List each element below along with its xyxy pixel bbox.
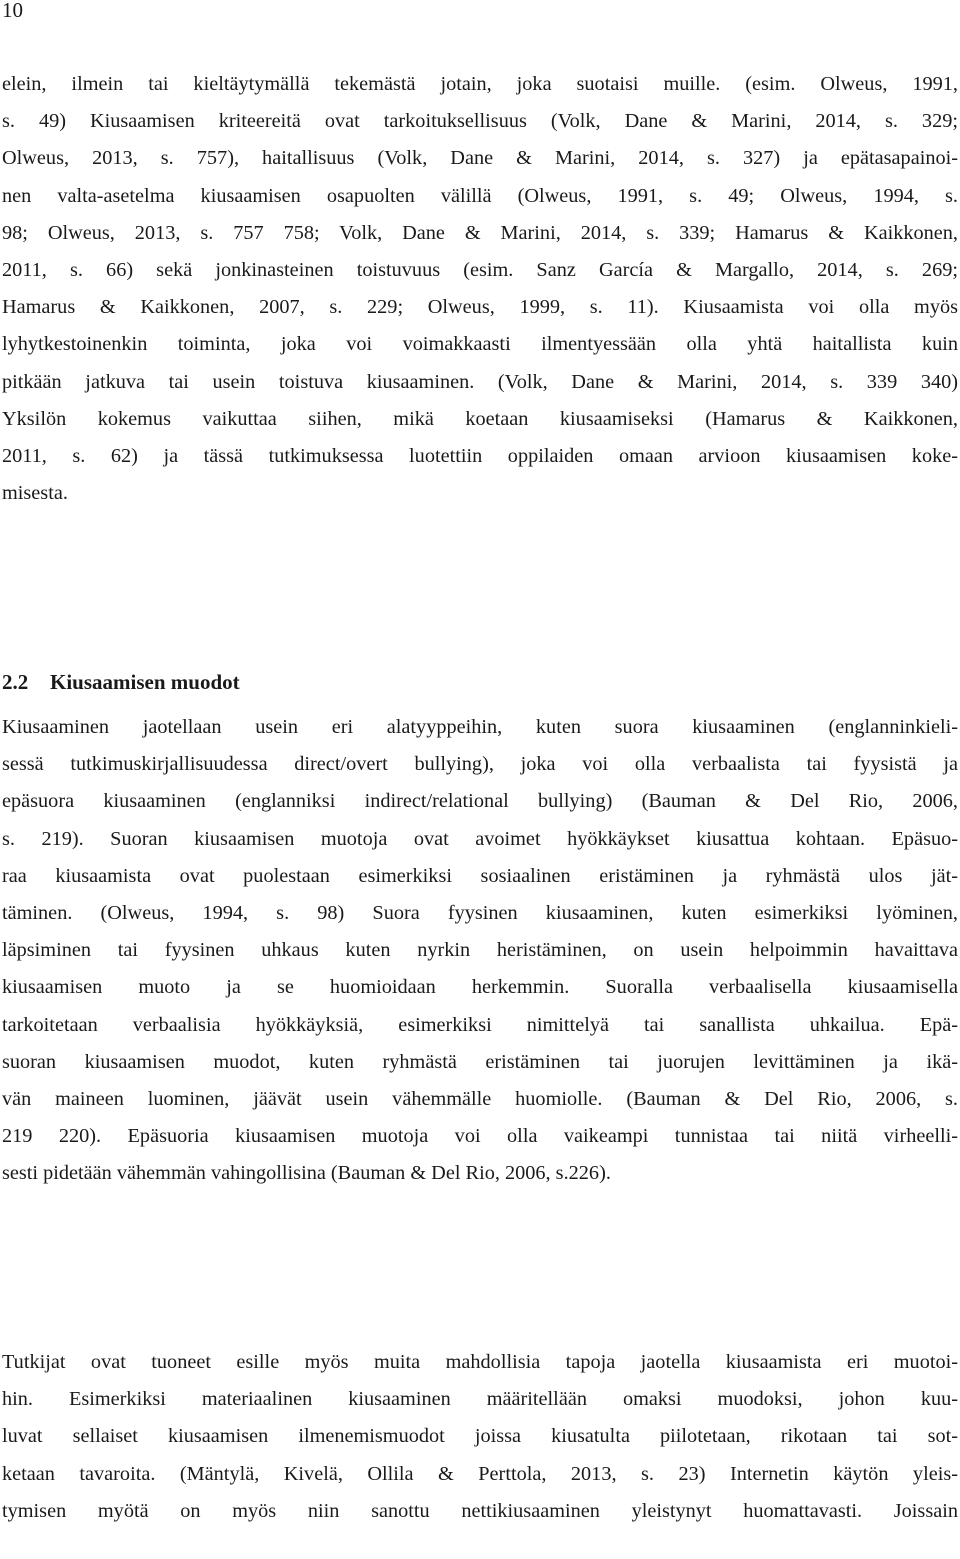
text-line: hin. Esimerkiksi materiaalinen kiusaaminen määritellään omaksi muodoksi, johon kuu- [2,1388,958,1411]
text-line: Olweus, 2013, s. 757), haitallisuus (Volk, Dane & Marini, 2014, s. 327) ja epätasapainoi- [2,147,958,170]
text-line: luvat sellaiset kiusaamisen ilmenemismuodot joissa kiusatulta piilotetaan, rikotaan tai sot- [2,1425,958,1448]
text-line: vän maineen luominen, jäävät usein vähemmälle huomiolle. (Bauman & Del Rio, 2006, s. [2,1087,958,1110]
text-line: täminen. (Olweus, 1994, s. 98) Suora fyysinen kiusaaminen, kuten esimerkiksi lyöminen, [2,901,958,924]
text-line: elein, ilmein tai kieltäytymällä tekemästä jotain, joka suotaisi muille. (esim. Olweus, 1991, [2,73,958,95]
section-title: Kiusaamisen muodot [50,670,240,694]
text-line: s. 219). Suoran kiusaamisen muotoja ovat avoimet hyökkäykset kiusattua kohtaan. Epäsuo- [2,827,958,850]
text-line: s. 49) Kiusaamisen kriteereitä ovat tarkoituksellisuus (Volk, Dane & Marini, 2014, s. 329; [2,110,958,133]
text-line: läpsiminen tai fyysinen uhkaus kuten nyrkin heristäminen, on usein helpoimmin havaittava [2,939,958,962]
text-line: tarkoitetaan verbaalisia hyökkäyksiä, esimerkiksi nimittelyä tai sanallista uhkailua. Epä- [2,1013,958,1036]
text-line: kiusaamisen muoto ja se huomioidaan herkemmin. Suoralla verbaalisella kiusaamisella [2,976,958,999]
text-line: suoran kiusaamisen muodot, kuten ryhmästä eristäminen tai juorujen levittäminen ja ikä- [2,1050,958,1073]
text-line: 219 220). Epäsuoria kiusaamisen muotoja voi olla vaikeampi tunnistaa tai niitä virheelli- [2,1125,958,1148]
text-line: raa kiusaamista ovat puolestaan esimerkiksi sosiaalinen eristäminen ja ryhmästä ulos jät- [2,864,958,887]
text-line: sesti pidetään vähemmän vahingollisina (Bauman & Del Rio, 2006, s.226). [2,1162,611,1185]
paragraph-other-forms [2,1344,958,1530]
text-line: 98; Olweus, 2013, s. 757 758; Volk, Dane & Marini, 2014, s. 339; Hamarus & Kaikkonen, [2,221,958,244]
text-line: tymisen myötä on myös niin sanottu nettikiusaaminen yleistynyt huomattavasti. Joissain [2,1499,958,1522]
paragraph-definition [2,66,958,512]
text-line: epäsuora kiusaaminen (englanniksi indirect/relational bullying) (Bauman & Del Rio, 2006, [2,790,958,813]
page-number: 10 [2,0,23,22]
text-line: 2011, s. 62) ja tässä tutkimuksessa luotettiin oppilaiden omaan arvioon kiusaamisen koke- [2,444,958,467]
text-line: ketaan tavaroita. (Mäntylä, Kivelä, Ollila & Perttola, 2013, s. 23) Internetin käytön yleis- [2,1462,958,1485]
text-line: Tutkijat ovat tuoneet esille myös muita mahdollisia tapoja jaotella kiusaamista eri muotoi- [2,1351,958,1373]
text-line: 2011, s. 66) sekä jonkinasteinen toistuvuus (esim. Sanz García & Margallo, 2014, s. 269; [2,258,958,281]
text-line: Yksilön kokemus vaikuttaa siihen, mikä koetaan kiusaamiseksi (Hamarus & Kaikkonen, [2,407,958,430]
text-line: Hamarus & Kaikkonen, 2007, s. 229; Olweus, 1999, s. 11). Kiusaamista voi olla myös [2,296,958,319]
text-line: pitkään jatkuva tai usein toistuva kiusaaminen. (Volk, Dane & Marini, 2014, s. 339 340) [2,370,958,393]
text-line: sessä tutkimuskirjallisuudessa direct/overt bullying), joka voi olla verbaalista tai fyysistä ja [2,753,958,776]
text-line: lyhytkestoinenkin toiminta, joka voi voimakkaasti ilmentyessään olla yhtä haitallista kuin [2,333,958,356]
paragraph-forms [2,709,958,1192]
text-line: Kiusaaminen jaotellaan usein eri alatyyppeihin, kuten suora kiusaaminen (englanninkieli- [2,716,958,738]
text-line: nen valta-asetelma kiusaamisen osapuolten välillä (Olweus, 1991, s. 49; Olweus, 1994, s. [2,184,958,207]
section-number: 2.2 [2,670,29,694]
section-heading [2,668,240,696]
text-line: misesta. [2,482,68,505]
